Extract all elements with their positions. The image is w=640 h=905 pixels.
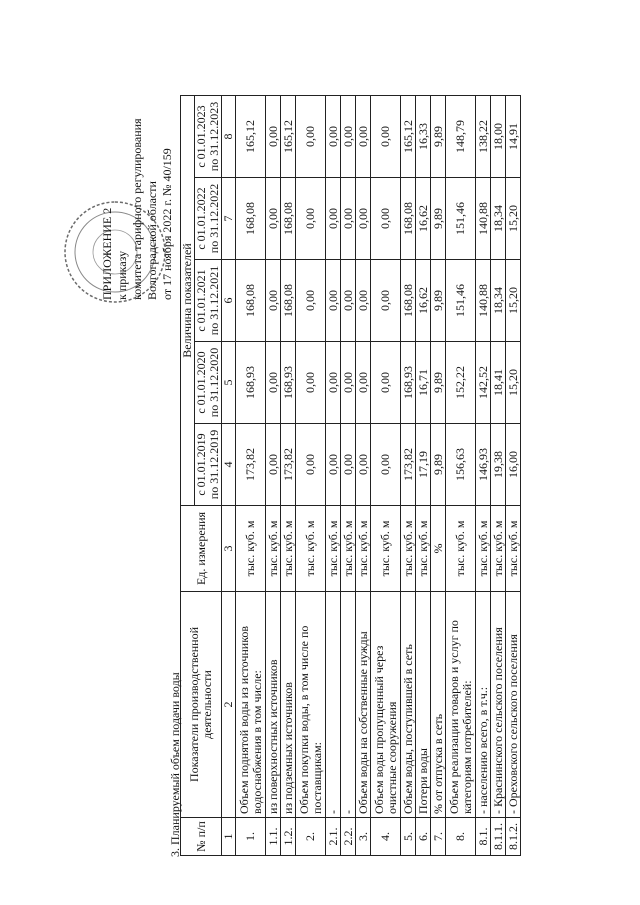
row-unit: % [431,506,446,592]
row-value: 0,00 [266,178,281,260]
row-unit: тыс. куб. м [476,506,491,592]
table-body [236,96,521,856]
row-value: 140,88 [476,178,491,260]
row-number: 2. [296,818,326,856]
header-unit: Ед. измерения [181,506,222,592]
row-unit: тыс. куб. м [401,506,416,592]
row-value: 15,20 [506,342,521,424]
row-value: 9,89 [431,342,446,424]
row-name: из подземных источников [281,592,296,818]
row-value: 0,00 [341,96,356,178]
row-value: 0,00 [296,424,326,506]
row-value: 0,00 [326,178,341,260]
table-row [416,96,431,856]
index-cell: 7 [222,178,236,260]
row-number: 8.1.2. [506,818,521,856]
header-line-3: Волгоградской области [145,181,159,300]
row-name: - [341,592,356,818]
header-period-2: с 01.01.2020 по 31.12.2020 [195,342,222,424]
index-cell: 8 [222,96,236,178]
row-value: 0,00 [356,178,371,260]
row-value: 16,33 [416,96,431,178]
row-value: 0,00 [266,96,281,178]
row-value: 0,00 [326,342,341,424]
row-value: 0,00 [356,342,371,424]
row-number: 1.2. [281,818,296,856]
row-value: 138,22 [476,96,491,178]
row-value: 0,00 [356,424,371,506]
table-row [446,96,476,856]
row-value: 18,34 [491,260,506,342]
header-line-2: комитета тарифного регулирования [130,118,144,300]
row-value: 165,12 [281,96,296,178]
row-number: 8.1. [476,818,491,856]
row-value: 151,46 [446,178,476,260]
row-number: 7. [431,818,446,856]
row-value: 9,89 [431,96,446,178]
row-unit: тыс. куб. м [371,506,401,592]
table-row [341,96,356,856]
index-cell: 1 [222,818,236,856]
row-value: 0,00 [266,260,281,342]
row-value: 18,34 [491,178,506,260]
row-value: 148,79 [446,96,476,178]
row-value: 168,08 [401,178,416,260]
table-row [296,96,326,856]
row-value: 168,08 [236,260,266,342]
row-value: 0,00 [371,424,401,506]
row-value: 0,00 [296,342,326,424]
row-unit: тыс. куб. м [356,506,371,592]
row-value: 168,08 [401,260,416,342]
row-value: 16,71 [416,342,431,424]
row-value: 173,82 [281,424,296,506]
row-value: 15,20 [506,178,521,260]
row-name: % от отпуска в сеть [431,592,446,818]
row-value: 168,93 [281,342,296,424]
row-unit: тыс. куб. м [446,506,476,592]
row-value: 151,46 [446,260,476,342]
table-row [281,96,296,856]
row-value: 18,41 [491,342,506,424]
row-name: Объем реализации товаров и услуг по категориям потребителей: [446,592,476,818]
index-cell: 2 [222,592,236,818]
row-value: 18,00 [491,96,506,178]
table-row [356,96,371,856]
index-cell: 4 [222,424,236,506]
table-row [506,96,521,856]
row-value: 17,19 [416,424,431,506]
row-value: 168,93 [236,342,266,424]
row-value: 142,52 [476,342,491,424]
row-number: 2.2. [341,818,356,856]
row-value: 0,00 [296,178,326,260]
row-unit: тыс. куб. м [326,506,341,592]
row-value: 0,00 [296,96,326,178]
row-name: Объем поднятой воды из источников водоснабжения в том числе: [236,592,266,818]
row-value: 16,62 [416,260,431,342]
row-number: 5. [401,818,416,856]
row-value: 16,00 [506,424,521,506]
index-row [222,96,236,856]
row-value: 0,00 [371,260,401,342]
row-unit: тыс. куб. м [281,506,296,592]
row-name: из поверхностных источников [266,592,281,818]
row-value: 9,89 [431,424,446,506]
row-name: Объем воды пропущенный через очистные сооружения [371,592,401,818]
row-value: 0,00 [371,342,401,424]
row-value: 9,89 [431,178,446,260]
header-period-4: с 01.01.2022 по 31.12.2022 [195,178,222,260]
header-name: Показатели производственной деятельности [181,592,222,818]
section-title: 3. Планируемый объем подачи воды [168,672,182,857]
row-value: 0,00 [371,96,401,178]
row-value: 0,00 [341,424,356,506]
row-value: 0,00 [341,342,356,424]
row-number: 8.1.1. [491,818,506,856]
row-value: 0,00 [356,260,371,342]
row-value: 156,63 [446,424,476,506]
row-value: 0,00 [356,96,371,178]
row-value: 173,82 [236,424,266,506]
header-period-3: с 01.01.2021 по 31.12.2021 [195,260,222,342]
index-cell: 5 [222,342,236,424]
header-line-4: от 17 ноября 2022 г. № 40/159 [160,148,174,300]
row-name: - [326,592,341,818]
row-number: 8. [446,818,476,856]
row-unit: тыс. куб. м [416,506,431,592]
row-number: 4. [371,818,401,856]
index-cell: 6 [222,260,236,342]
water-supply-table [180,95,521,856]
table-row [326,96,341,856]
row-value: 0,00 [266,424,281,506]
row-value: 165,12 [401,96,416,178]
row-value: 165,12 [236,96,266,178]
row-value: 168,93 [401,342,416,424]
row-name: Потери воды [416,592,431,818]
table-row [371,96,401,856]
row-value: 0,00 [326,260,341,342]
row-name: Объем воды на собственные нужды [356,592,371,818]
appendix-label: ПРИЛОЖЕНИЕ 2 [100,207,114,300]
table-row [236,96,266,856]
row-value: 16,62 [416,178,431,260]
header-num: № п/п [181,818,222,856]
row-value: 9,89 [431,260,446,342]
row-name: Объем покупки воды, в том числе по поставщикам: [296,592,326,818]
row-value: 168,08 [236,178,266,260]
row-value: 152,22 [446,342,476,424]
row-value: 15,20 [506,260,521,342]
row-value: 146,93 [476,424,491,506]
row-name: - Краснинского сельского поселения [491,592,506,818]
table-row [491,96,506,856]
row-unit: тыс. куб. м [236,506,266,592]
row-name: - населению всего, в т.ч.: [476,592,491,818]
row-value: 14,91 [506,96,521,178]
row-number: 3. [356,818,371,856]
table-row [431,96,446,856]
row-value: 0,00 [326,96,341,178]
row-unit: тыс. куб. м [491,506,506,592]
header-period-5: с 01.01.2023 по 31.12.2023 [195,96,222,178]
table-row [266,96,281,856]
row-name: Объем воды, поступившей в сеть [401,592,416,818]
row-value: 140,88 [476,260,491,342]
row-value: 168,08 [281,178,296,260]
row-value: 19,38 [491,424,506,506]
header-period-1: с 01.01.2019 по 31.12.2019 [195,424,222,506]
row-value: 0,00 [266,342,281,424]
header-group: Величина показателей [181,96,195,506]
row-name: - Ореховского сельского поселения [506,592,521,818]
row-number: 6. [416,818,431,856]
row-value: 0,00 [371,178,401,260]
row-number: 2.1. [326,818,341,856]
row-number: 1.1. [266,818,281,856]
row-value: 0,00 [341,260,356,342]
header-line-1: к приказу [115,250,129,300]
index-cell: 3 [222,506,236,592]
row-unit: тыс. куб. м [296,506,326,592]
row-unit: тыс. куб. м [506,506,521,592]
document-header [100,40,175,300]
row-unit: тыс. куб. м [341,506,356,592]
table-row [476,96,491,856]
row-number: 1. [236,818,266,856]
row-value: 0,00 [296,260,326,342]
row-value: 0,00 [341,178,356,260]
row-value: 173,82 [401,424,416,506]
table-row [401,96,416,856]
row-unit: тыс. куб. м [266,506,281,592]
row-value: 0,00 [326,424,341,506]
row-value: 168,08 [281,260,296,342]
